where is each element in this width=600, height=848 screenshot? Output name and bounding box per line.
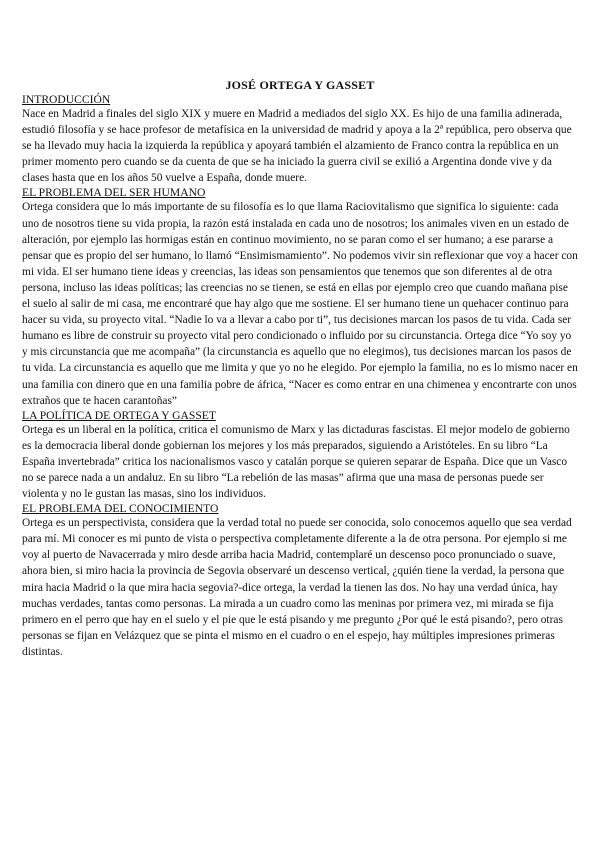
section-heading-introduccion: INTRODUCCIÓN: [22, 93, 111, 106]
section-introduccion: [22, 93, 578, 186]
document-page: [22, 78, 578, 660]
section-ser-humano: [22, 186, 578, 408]
section-text-politica: Ortega es un liberal en la política, critica el comunismo de Marx y las dictaduras fascistas. El mejor modelo de gobierno es la democracia liberal donde gobiernan los mejores y los más preparados, siguiendo a Aristóteles. En su libro “La España invertebrada” critica los nacionalismos vasco y catalán porque se quieren separar de España. Dice que un Vasco no se parece nada a un andaluz. En su libro “La rebelión de las masas” afirma que una masa de personas puede ser violenta y no le gustan las masas, sino los individuos.: [22, 423, 570, 501]
section-text-conocimiento: Ortega es un perspectivista, considera que la verdad total no puede ser conocida, solo conocemos aquello que sea verdad para mí. Mi conocer es mi punto de vista o perspectiva completamente diferente a la de otra persona. Por ejemplo si me voy al puerto de Navacerrada y miro desde arriba hacia Madrid, contemplaré un descenso poco pronunciado o suave, ahora bien, si miro hacia la provincia de Segovia observaré un descenso vertical, ¿quién tiene la verdad, la persona que mira hacia Madrid o la que mira hacia segovia?-dice ortega, la verdad la tienen las dos. No hay una verdad única, hay muchas verdades, tantas como personas. La mirada a un cuadro como las meninas por primera vez, mi mirada se fija primero en el perro que hay en el suelo y el pie que le está pisando y me pregunto ¿Por qué le está pisando?, pero otras personas se fijan en Velázquez que se pinta el mismo en el cuadro o en el espejo, hay múltiples impresiones primeras distintas.: [22, 517, 572, 658]
document-title: JOSÉ ORTEGA Y GASSET: [225, 78, 375, 92]
section-text-ser-humano: Ortega considera que lo más importante de su filosofía es lo que llama Raciovitalismo que significa lo siguiente: cada uno de nosotros tiene su vida propia, la razón está instalada en cada uno de nosotros; los animales viven en un estado de alteración, por ejemplo las hormigas están en continuo movimiento, no se paran como el ser humano; a ese pararse a pensar que es propio del ser humano, lo llamó “Ensimismamiento”. No podemos vivir sin reflexionar que voy a hacer con mi vida. El ser humano tiene ideas y creencias, las ideas son pensamientos que tenemos que son diferentes al de otra persona, incluso las ideas políticas; las creencias no se tienen, se está en ellas por ejemplo creo que cuando mañana pise el suelo al salir de mi casa, me encontraré que hay algo que me sostiene. El ser humano tiene un quehacer continuo para hacer su vida, su proyecto vital. “Nadie lo va a llevar a cabo por ti”, tus decisiones marcan los pasos de tu vida. Cada ser humano es libre de construir su proyecto vital pero condicionado o influido por su circunstancia. Ortega dice “Yo soy yo y mis circunstancia que me acompaña” (la circunstancia es aquello que no elegimos), tus decisiones marcan los pasos de tu vida. La circunstancia es aquello que me limita y que yo no he elegido. Por ejemplo la familia, no es lo mismo nacer en una familia con dinero que en una familia pobre de áfrica, “Nacer es como entrar en una chimenea y encontrarte con unos extraños que te hacen carantoñas”: [22, 201, 578, 407]
section-heading-ser-humano: EL PROBLEMA DEL SER HUMANO: [22, 186, 206, 200]
section-text-introduccion: Nace en Madrid a finales del siglo XIX y muere en Madrid a mediados del siglo XX. Es hijo de una familia adinerada, estudió filosofía y se hace profesor de metafísica en la universidad de madrid y apoya a la 2ª república, pero observa que se ha llevado muy hacia la izquierda la república y apoyará también el alzamiento de Franco contra la república en un primer momento pero cuando se da cuenta de que se ha iniciado la guerra civil se exilió a Argentina donde vive y da clases hasta que en los años 50 vuelve a España, donde muere.: [22, 108, 572, 185]
section-heading-conocimiento: EL PROBLEMA DEL CONOCIMIENTO: [22, 502, 219, 516]
section-conocimiento: [22, 502, 578, 660]
section-politica: [22, 409, 578, 502]
section-heading-politica: LA POLÍTICA DE ORTEGA Y GASSET: [22, 408, 216, 422]
